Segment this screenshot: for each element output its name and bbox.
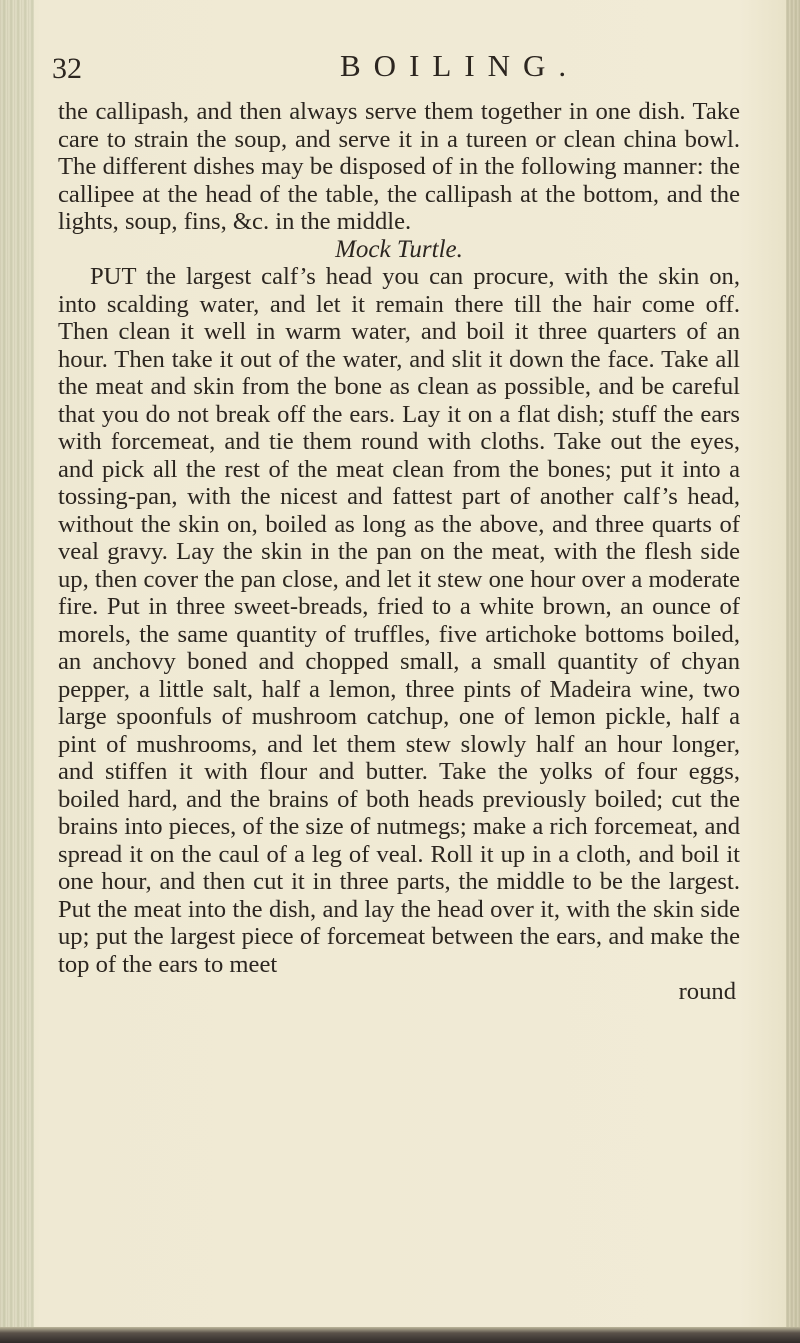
- recipe-title: Mock Turtle.: [335, 235, 463, 263]
- page-header: [52, 48, 752, 88]
- paragraph-mock-turtle: PUT the largest calf’s head you can procure, with the skin on, into scalding water, and let it remain there till the hair come off. Then clean it well in warm water, and boil it three quarters of an hour. Then take it out of the water, and slit it down the face. Take all the meat and skin from the bone as clean as possible, and be careful that you do not break off the ears. Lay it on a flat dish; stuff the ears with forcemeat, and tie them round with cloths. Take out the eyes, and pick all the rest of the meat clean from the bones; put it into a tossing-pan, with the nicest and fattest part of another calf’s head, without the skin on, boiled as long as the above, and three quarts of veal gravy. Lay the skin in the pan on the meat, with the flesh side up, then cover the pan close, and let it stew one hour over a moderate fire. Put in three sweet-breads, fried to a white brown, an ounce of morels, the same quantity of truffles, five artichoke bottoms boiled, an anchovy boned and chopped small, a small quantity of chyan pepper, a little salt, half a lemon, three pints of Madeira wine, two large spoonfuls of mushroom catchup, one of lemon pickle, half a pint of mushrooms, and let them stew slowly half an hour longer, and stiffen it with flour and butter. Take the yolks of four eggs, boiled hard, and the brains of both heads previously boiled; cut the brains into pieces, of the size of nutmegs; make a rich forcemeat, and spread it on the caul of a leg of veal. Roll it up in a cloth, and boil it one hour, and then cut it in three parts, the middle to be the largest. Put the meat into the dish, and lay the head over it, with the skin side up; put the largest piece of forcemeat between the ears, and make the top of the ears to meet: [58, 263, 740, 978]
- running-head: BOILING.: [340, 48, 580, 83]
- catchword: round: [678, 978, 736, 1005]
- page-bottom-edge: [0, 1327, 800, 1343]
- page-edge: [786, 0, 800, 1343]
- paragraph-callipash: the callipash, and then always serve them together in one dish. Take care to strain the soup, and serve it in a tureen or clean china bowl. The different dishes may be disposed of in the following manner: the callipee at the head of the table, the callipash at the bottom, and the lights, soup, fins, &c. in the middle.: [58, 98, 740, 235]
- page-gutter: [0, 0, 34, 1343]
- page-body: [58, 98, 740, 1006]
- page-number: 32: [52, 52, 82, 85]
